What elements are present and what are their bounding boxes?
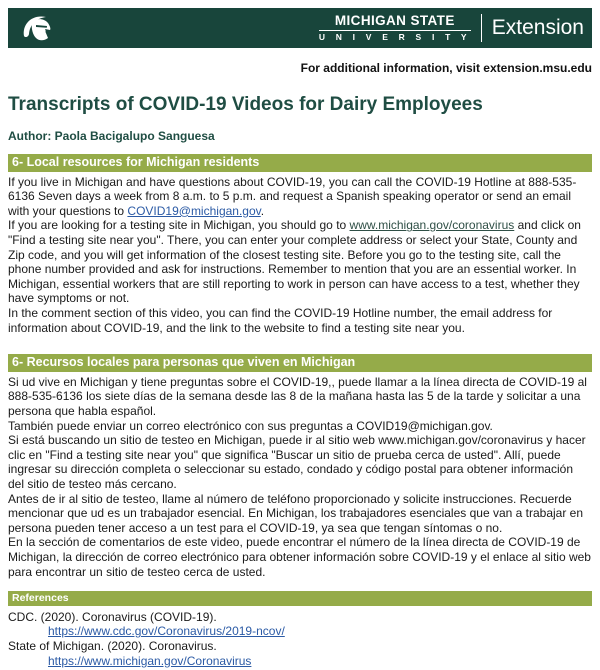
spanish-paragraph-5: En la sección de comentarios de este video, puede encontrar el número de la línea directa de COVID-19 de Michigan, la dirección de correo electrónico para obtener información sobre COVID-19 y el enlace al sitio web para encontrar un sitio de testeo cerca de usted.	[8, 535, 591, 579]
section-heading-spanish: 6- Recursos locales para personas que viven en Michigan	[8, 354, 592, 372]
state-michigan-coronavirus-link[interactable]: https://www.michigan.gov/Coronavirus	[48, 653, 252, 668]
english-body	[8, 175, 592, 336]
english-paragraph-3: In the comment section of this video, you can find the COVID-19 Hotline number, the email address for information about COVID-19, and the link to the website to find a testing site near you.	[8, 305, 553, 335]
text-run: If you are looking for a testing site in Michigan, you should go to	[8, 218, 350, 233]
wordmark-university: U N I V E R S I T Y	[318, 32, 471, 43]
info-note: For additional information, visit extension.msu.edu	[300, 61, 592, 75]
page-title: Transcripts of COVID-19 Videos for Dairy Employees	[8, 94, 483, 115]
spanish-paragraph-1: Si ud vive en Michigan y tiene preguntas sobre el COVID-19,, puede llamar a la línea directa de COVID-19 al 888-535-6136 los siete días de la semana desde las 8 de la mañana hasta las 5 de la tarde y solicitar a una persona que habla español.	[8, 374, 587, 419]
spanish-paragraph-2: También puede enviar un correo electrónico con sus preguntas a COVID19@michigan.gov.	[8, 418, 493, 433]
wordmark-divider	[481, 14, 482, 42]
references-list	[8, 610, 592, 668]
section-heading-references: References	[8, 591, 592, 606]
extension-brand: Extension	[491, 16, 584, 39]
text-run: and click on "Find a testing site near you". There, you can enter your complete address or select your State, County and Zip code, and you will get information of the closest testing site. Before you go to the testing site, call the phone number provided and ask for instructions. Remember to mention that you are an essential worker. In Michigan, essential workers that are still reporting to work in person can have access to a test, whether they have symptoms or not.	[8, 218, 581, 306]
msu-wordmark	[319, 14, 471, 42]
wordmark-michigan-state: MICHIGAN STATE	[319, 14, 471, 31]
spartan-helmet-icon	[20, 12, 56, 44]
english-paragraph-2	[8, 218, 592, 306]
text-run: If you live in Michigan and have questions about COVID-19, you can call the COVID-19 Hotline at 888-535-6136 Seven days a week from 8 a.m. to 5 p.m. and request a Spanish speaking operator or send an email with your questions to	[8, 174, 577, 218]
spanish-paragraph-4: Antes de ir al sitio de testeo, llame al número de teléfono proporcionado y solicite instrucciones. Recuerde mencionar que ud es un trabajador esencial. En Michigan, los trabajadores esenciales que van a trabajar en persona pueden tener acceso a un test para el COVID-19, ya sea que tengan síntomas o no.	[8, 491, 584, 535]
msu-extension-masthead	[8, 8, 592, 48]
reference-url-row	[8, 654, 592, 669]
spanish-paragraph-3: Si está buscando un sitio de testeo en Michigan, puede ir al sitio web www.michigan.gov/coronavirus y hacer clic en "Find a testing site near you" que significa "Buscar un sitio de prueba cerca de usted". Allí, puede ingresar su dirección completa o seleccionar su estado, condado y código postal para obtener información del sitio de testeo más cercano.	[8, 433, 586, 492]
reference-citation: State of Michigan. (2020). Coronavirus.	[8, 638, 217, 653]
spanish-body	[8, 375, 592, 579]
reference-url-row	[8, 624, 592, 639]
text-run: .	[260, 203, 265, 218]
author-line: Author: Paola Bacigalupo Sanguesa	[8, 128, 215, 143]
english-paragraph-1	[8, 175, 592, 219]
cdc-coronavirus-link[interactable]: https://www.cdc.gov/Coronavirus/2019-ncov/	[48, 624, 285, 639]
covid19-email-link[interactable]: COVID19@michigan.gov	[127, 203, 261, 218]
section-heading-english: 6- Local resources for Michigan residents	[8, 154, 592, 172]
reference-citation: CDC. (2020). Coronavirus (COVID-19).	[8, 609, 217, 624]
michigan-coronavirus-link[interactable]: www.michigan.gov/coronavirus	[349, 218, 515, 233]
